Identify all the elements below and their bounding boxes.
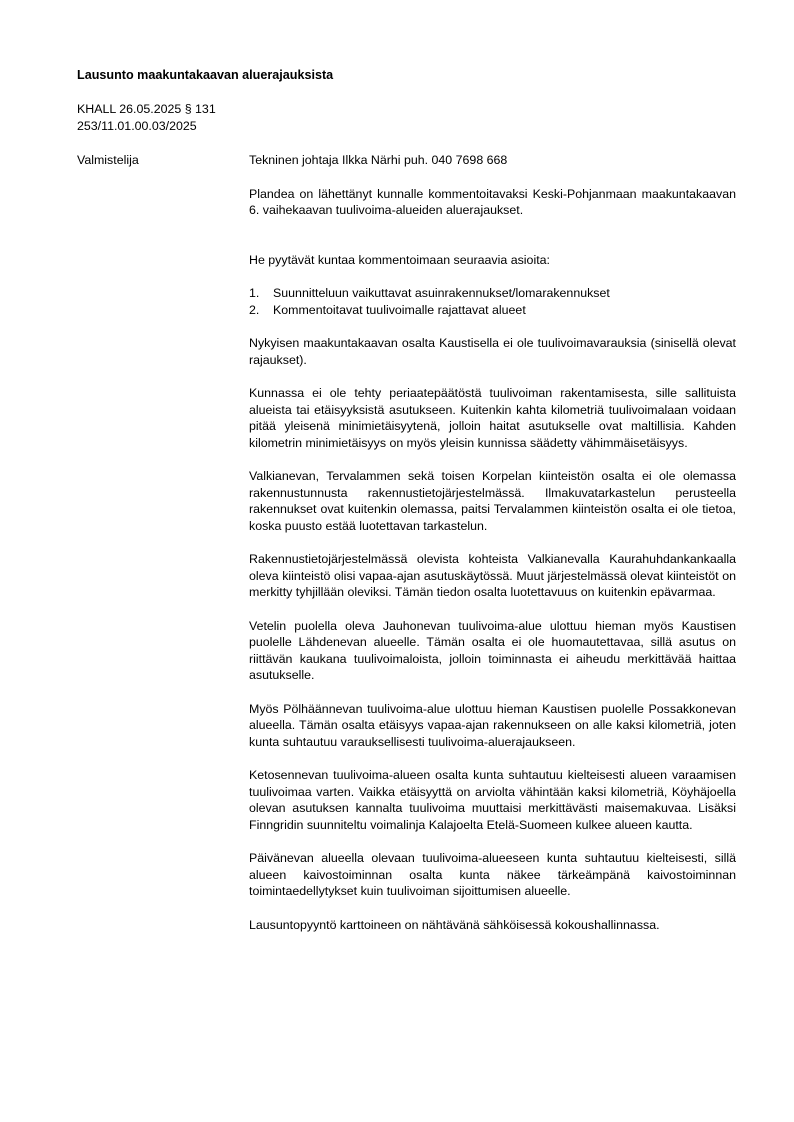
body-paragraph: Rakennustietojärjestelmässä olevista kohteista Valkianevalla Kaurahuhdankankaalla oleva kiinteistö olisi vapaa-ajan asutuskäytössä. Muut järjestelmässä olevat kiinteistöt on merkitty tyhjillään oleviksi. Tämän tiedon osalta luotettavuus on kuitenkin epävarmaa. <box>249 552 736 599</box>
body-paragraph: Kunnassa ei ole tehty periaatepäätöstä tuulivoiman rakentamisesta, sille sallituista alueista tai etäisyyksistä asutukseen. Kuitenkin kahta kilometriä tuulivoimalaan voidaan pitää yleisenä minimietäisyytenä, jolloin haitat asutukselle ovat maltillisia. Kahden kilometrin minimietäisyys on myös yleisin kunnissa säädetty vähimmäisetäisyys. <box>249 386 736 450</box>
intro-paragraph: Plandea on lähettänyt kunnalle kommentoitavaksi Keski-Pohjanmaan maakuntakaavan 6. vaihekaavan tuulivoima-alueiden aluerajaukset. <box>249 186 736 217</box>
body-paragraph: Valkianevan, Tervalammen sekä toisen Korpelan kiinteistön osalta ei ole olemassa rakennustunnusta rakennustietojärjestelmässä. Ilmakuvatarkastelun perusteella rakennukset ovat kuitenkin olemassa, paitsi Tervalammen kiinteistön osalta ei ole tietoa, koska puusto estää luotettavan tarkastelun. <box>249 469 736 533</box>
meeting-reference: KHALL 26.05.2025 § 131 <box>77 102 216 116</box>
body-paragraph: Myös Pölhäännevan tuulivoima-alue ulottuu hieman Kaustisen puolelle Possakkonevan alueella. Tämän osalta etäisyys vapaa-ajan rakennukseen on alle kaksi kilometriä, joten kunta suhtautuu varauksellisesti tuulivoima-aluerajaukseen. <box>249 701 736 749</box>
list-item-text: Suunnitteluun vaikuttavat asuinrakennukset/lomarakennukset <box>273 286 610 300</box>
list-item <box>249 302 736 319</box>
list-item-number: 2. <box>249 302 260 317</box>
body-paragraph: Vetelin puolella oleva Jauhonevan tuulivoima-alue ulottuu hieman myös Kaustisen puolelle Lähdenevan alueelle. Tämän osalta ei ole huomautettavaa, sillä asutus on riittävän kaukana tuulivoimaloista, jolloin toiminnasta ei aiheudu merkittävää haittaa asutukselle. <box>249 618 736 682</box>
body-paragraph: Lausuntopyyntö karttoineen on nähtävänä sähköisessä kokoushallinnassa. <box>249 917 660 932</box>
list-item <box>249 285 736 302</box>
list-item-text: Kommentoitavat tuulivoimalle rajattavat alueet <box>273 302 526 317</box>
record-id: 253/11.01.00.03/2025 <box>77 118 197 133</box>
reference-block <box>77 101 216 134</box>
list-item-number: 1. <box>249 286 260 300</box>
document-title: Lausunto maakuntakaavan aluerajauksista <box>77 68 334 82</box>
body-paragraph: Ketosennevan tuulivoima-alueen osalta kunta suhtautuu kielteisesti alueen varaamisen tuulivoimaa varten. Vaikka etäisyyttä on arviolta vähintään kaksi kilometriä, Köyhäjoella olevan asutuksen kannalta tuulivoima muuttaisi merkittävästi maisemakuvaa. Lisäksi Finngridin suunniteltu voimalinja Kalajoelta Etelä-Suomeen kulkee alueen kautta. <box>249 768 736 832</box>
body-paragraph: Nykyisen maakuntakaavan osalta Kaustisella ei ole tuulivoimavarauksia (sinisellä olevat rajaukset). <box>249 336 736 367</box>
preparer-line: Tekninen johtaja Ilkka Närhi puh. 040 7698 668 <box>249 153 508 167</box>
comment-topics-list <box>249 285 736 318</box>
document-body <box>249 152 736 933</box>
body-paragraph: Päivänevan alueella olevaan tuulivoima-alueeseen kunta suhtautuu kielteisesti, sillä alueen kaivostoiminnan osalta kunta näkee tärkeämpänä kaivostoiminnan toimintaedellytykset kuin tuulivoiman sijoittumisen alueelle. <box>249 851 736 898</box>
preparer-label: Valmistelija <box>77 153 139 167</box>
request-paragraph: He pyytävät kuntaa kommentoimaan seuraavia asioita: <box>249 252 550 267</box>
